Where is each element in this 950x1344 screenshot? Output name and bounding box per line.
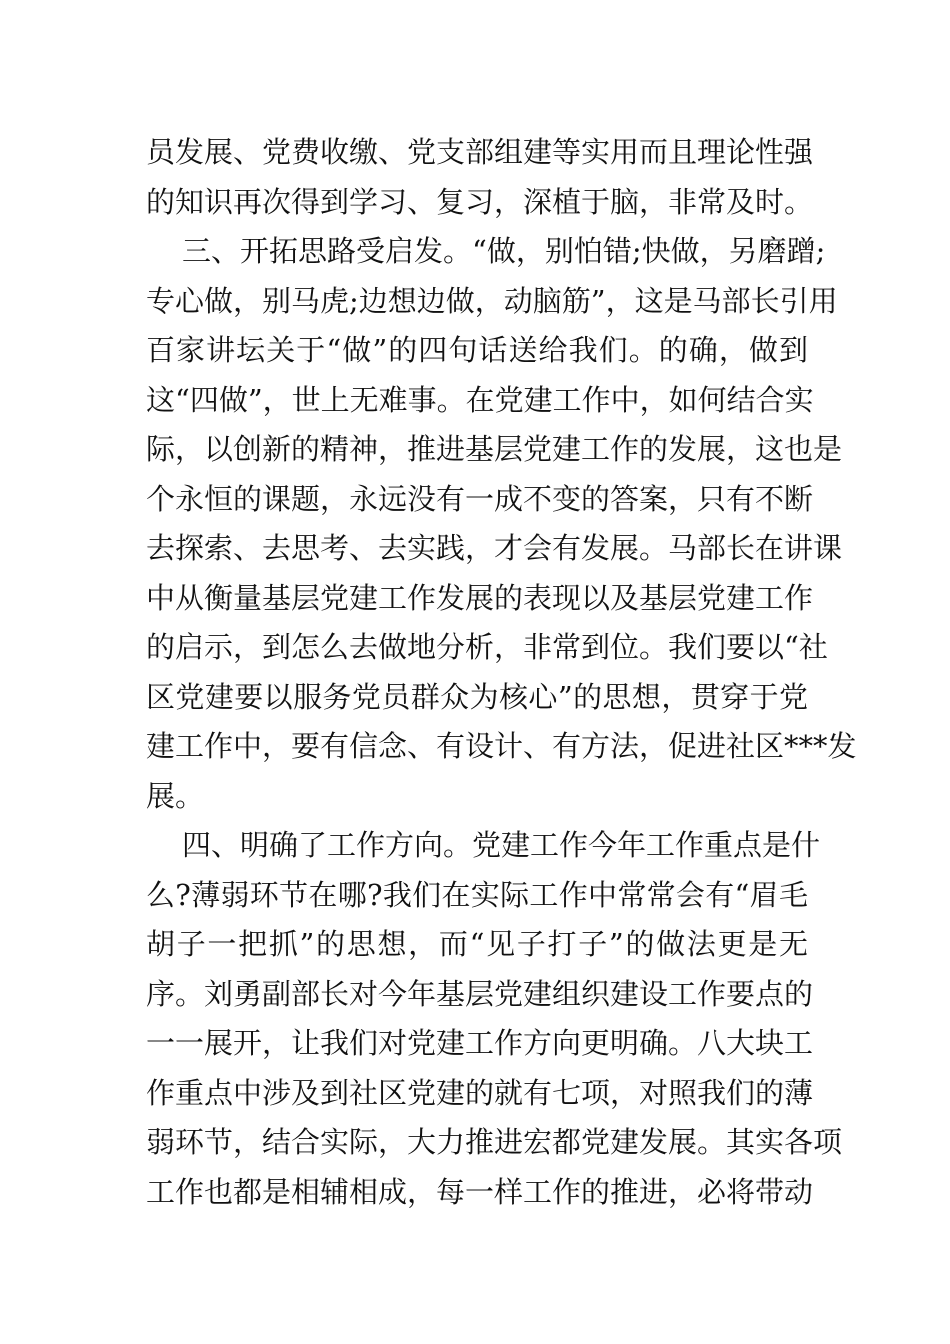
- text-line: 弱环节，结合实际，大力推进宏都党建发展。其实各项: [146, 1125, 843, 1159]
- text-line: 区党建要以服务党员群众为核心”的思想，贯穿于党: [146, 679, 808, 714]
- text-line: 百家讲坛关于“做”的四句话送给我们。的确，做到: [146, 333, 808, 367]
- text-line: 工作也都是相辅相成，每一样工作的推进，必将带动: [146, 1174, 814, 1209]
- text-line: 胡子一把抓”的思想，而“见子打子”的做法更是无: [146, 927, 808, 961]
- paragraph-heading-line: 四、明确了工作方向。党建工作今年工作重点是什: [182, 828, 821, 862]
- text-line: 一一展开，让我们对党建工作方向更明确。八大块工: [146, 1026, 814, 1060]
- text-line: 员发展、党费收缴、党支部组建等实用而且理论性强: [146, 135, 814, 169]
- text-line: 际，以创新的精神，推进基层党建工作的发展，这也是: [146, 432, 843, 466]
- text-line: 建工作中，要有信念、有设计、有方法，促进社区***发: [146, 729, 857, 763]
- text-line: 作重点中涉及到社区党建的就有七项，对照我们的薄: [146, 1075, 814, 1110]
- text-line: 序。刘勇副部长对今年基层党建组织建设工作要点的: [146, 976, 814, 1011]
- text-line: 去探索、去思考、去实践，才会有发展。马部长在讲课: [146, 531, 843, 565]
- text-line: 这“四做”，世上无难事。在党建工作中，如何结合实: [146, 382, 814, 417]
- paragraph-heading-line: 三、开拓思路受启发。“做，别怕错;快做，另磨蹭;: [182, 234, 826, 268]
- text-line: 中从衡量基层党建工作发展的表现以及基层党建工作: [146, 580, 814, 615]
- text-line: 么?薄弱环节在哪?我们在实际工作中常常会有“眉毛: [146, 877, 808, 912]
- text-line: 展。: [146, 778, 205, 813]
- text-line: 的启示，到怎么去做地分析，非常到位。我们要以“社: [146, 630, 828, 664]
- text-line: 专心做，别马虎;边想边做，动脑筋”，这是马部长引用: [146, 283, 838, 318]
- document-body: [146, 128, 857, 1217]
- text-line: 个永恒的课题，永远没有一成不变的答案，只有不断: [146, 481, 814, 516]
- text-line: 的知识再次得到学习、复习，深植于脑，非常及时。: [146, 184, 814, 219]
